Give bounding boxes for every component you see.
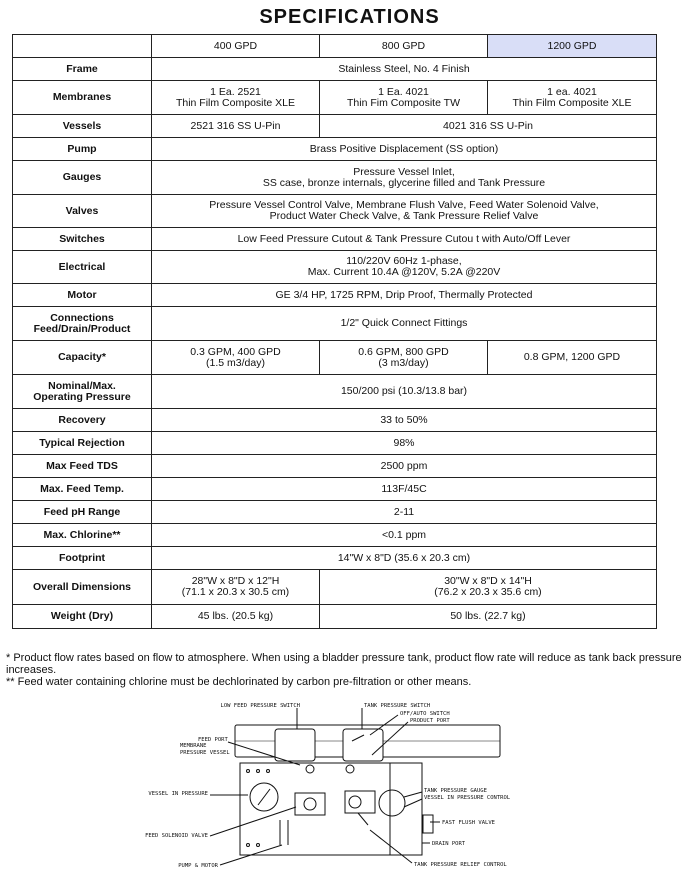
page-title: SPECIFICATIONS (259, 6, 440, 28)
row-label: Frame (13, 58, 152, 81)
row-value: 1/2" Quick Connect Fittings (152, 307, 657, 341)
row-recovery (13, 409, 657, 432)
label-membrane: MEMBRANE (180, 743, 207, 749)
row-label: Recovery (13, 409, 152, 432)
label-tank-pressure-switch: TANK PRESSURE SWITCH (364, 703, 431, 709)
row-membranes (13, 81, 657, 115)
row-gauges (13, 161, 657, 195)
specifications-table (12, 34, 657, 629)
row-electrical (13, 251, 657, 284)
row-label: Electrical (13, 251, 152, 284)
row-label: Gauges (13, 161, 152, 195)
row-label: Switches (13, 228, 152, 251)
row-label: Vessels (13, 115, 152, 138)
row-value: 1 Ea. 4021 Thin Fim Composite TW (320, 81, 488, 115)
row-value: 0.3 GPM, 400 GPD (1.5 m3/day) (152, 341, 320, 375)
row-label: Pump (13, 138, 152, 161)
row-value: Pressure Vessel Control Valve, Membrane Flush Valve, Feed Water Solenoid Valve, Product Water Check Valve, & Tank Pressure Relief Valve (152, 195, 657, 228)
row-value: 33 to 50% (152, 409, 657, 432)
row-value: 50 lbs. (22.7 kg) (320, 605, 657, 629)
row-weight (13, 605, 657, 629)
row-label: Max. Chlorine** (13, 524, 152, 547)
row-value: 4021 316 SS U-Pin (320, 115, 657, 138)
header-400-gpd: 400 GPD (152, 35, 320, 58)
row-frame (13, 58, 657, 81)
row-footprint (13, 547, 657, 570)
unit-diagram (140, 695, 560, 875)
row-label: Feed pH Range (13, 501, 152, 524)
row-value: Low Feed Pressure Cutout & Tank Pressure Cutou t with Auto/Off Lever (152, 228, 657, 251)
row-operating-pressure (13, 375, 657, 409)
row-value: 0.8 GPM, 1200 GPD (488, 341, 657, 375)
row-max-feed-temp (13, 478, 657, 501)
row-label: Connections Feed/Drain/Product (13, 307, 152, 341)
footnotes (6, 652, 696, 688)
row-label: Max Feed TDS (13, 455, 152, 478)
tank-switch-shape (343, 729, 383, 761)
label-low-feed-switch: LOW FEED PRESSURE SWITCH (220, 703, 300, 709)
label-pump-motor: PUMP & MOTOR (178, 863, 218, 869)
label-feed-port: FEED PORT (198, 737, 228, 743)
row-label: Valves (13, 195, 152, 228)
row-value: 98% (152, 432, 657, 455)
row-value: Pressure Vessel Inlet, SS case, bronze internals, glycerine filled and Tank Pressure (152, 161, 657, 195)
row-value: GE 3/4 HP, 1725 RPM, Drip Proof, Thermally Protected (152, 284, 657, 307)
label-fast-flush-valve: FAST FLUSH VALVE (442, 820, 495, 826)
row-value: 2-11 (152, 501, 657, 524)
footnote-chlorine: ** Feed water containing chlorine must be dechlorinated by carbon pre-filtration or other means. (6, 676, 472, 688)
row-valves (13, 195, 657, 228)
row-overall-dimensions (13, 570, 657, 605)
row-label: Footprint (13, 547, 152, 570)
label-product-port: PRODUCT PORT (410, 718, 450, 724)
row-label: Weight (Dry) (13, 605, 152, 629)
row-vessels (13, 115, 657, 138)
row-value: <0.1 ppm (152, 524, 657, 547)
row-value: 30"W x 8"D x 14"H (76.2 x 20.3 x 35.6 cm) (320, 570, 657, 605)
row-value: 1 ea. 4021 Thin Film Composite XLE (488, 81, 657, 115)
row-capacity (13, 341, 657, 375)
label-pressure-vessel: PRESSURE VESSEL (180, 750, 230, 756)
row-motor (13, 284, 657, 307)
label-off-auto-switch: OFF/AUTO SWITCH (400, 711, 450, 717)
row-value: 2500 ppm (152, 455, 657, 478)
row-value: 14"W x 8"D (35.6 x 20.3 cm) (152, 547, 657, 570)
row-value: 150/200 psi (10.3/13.8 bar) (152, 375, 657, 409)
row-value: 2521 316 SS U-Pin (152, 115, 320, 138)
row-label: Typical Rejection (13, 432, 152, 455)
row-label: Motor (13, 284, 152, 307)
header-800-gpd: 800 GPD (320, 35, 488, 58)
row-feed-ph (13, 501, 657, 524)
header-1200-gpd: 1200 GPD (488, 35, 657, 58)
footnote-capacity: * Product flow rates based on flow to atmosphere. When using a bladder pressure tank, product flow rate will reduce as tank back pressure increases. (6, 652, 682, 676)
label-vessel-in-pressure: VESSEL IN PRESSURE (148, 791, 208, 797)
row-label: Nominal/Max. Operating Pressure (13, 375, 152, 409)
frame-shape (240, 763, 415, 855)
row-label: Overall Dimensions (13, 570, 152, 605)
label-vessel-in-pressure-control: VESSEL IN PRESSURE CONTROL (424, 795, 511, 801)
row-value: 0.6 GPM, 800 GPD (3 m3/day) (320, 341, 488, 375)
table-header-row (13, 35, 657, 58)
row-switches (13, 228, 657, 251)
row-label: Max. Feed Temp. (13, 478, 152, 501)
row-max-feed-tds (13, 455, 657, 478)
row-label: Capacity* (13, 341, 152, 375)
low-feed-switch-shape (275, 729, 315, 761)
row-rejection (13, 432, 657, 455)
row-value: Brass Positive Displacement (SS option) (152, 138, 657, 161)
label-tank-pressure-gauge: TANK PRESSURE GAUGE (424, 788, 487, 794)
row-value: 45 lbs. (20.5 kg) (152, 605, 320, 629)
row-label: Membranes (13, 81, 152, 115)
row-value: Stainless Steel, No. 4 Finish (152, 58, 657, 81)
row-pump (13, 138, 657, 161)
label-feed-solenoid-valve: FEED SOLENOID VALVE (145, 833, 208, 839)
row-value: 28"W x 8"D x 12"H (71.1 x 20.3 x 30.5 cm) (152, 570, 320, 605)
row-value: 113F/45C (152, 478, 657, 501)
label-tank-pressure-relief: TANK PRESSURE RELIEF CONTROL (414, 862, 507, 868)
header-empty-cell (13, 35, 152, 58)
row-max-chlorine (13, 524, 657, 547)
label-drain-port: DRAIN PORT (432, 841, 466, 847)
row-connections (13, 307, 657, 341)
row-value: 1 Ea. 2521 Thin Film Composite XLE (152, 81, 320, 115)
row-value: 110/220V 60Hz 1-phase, Max. Current 10.4A @120V, 5.2A @220V (152, 251, 657, 284)
